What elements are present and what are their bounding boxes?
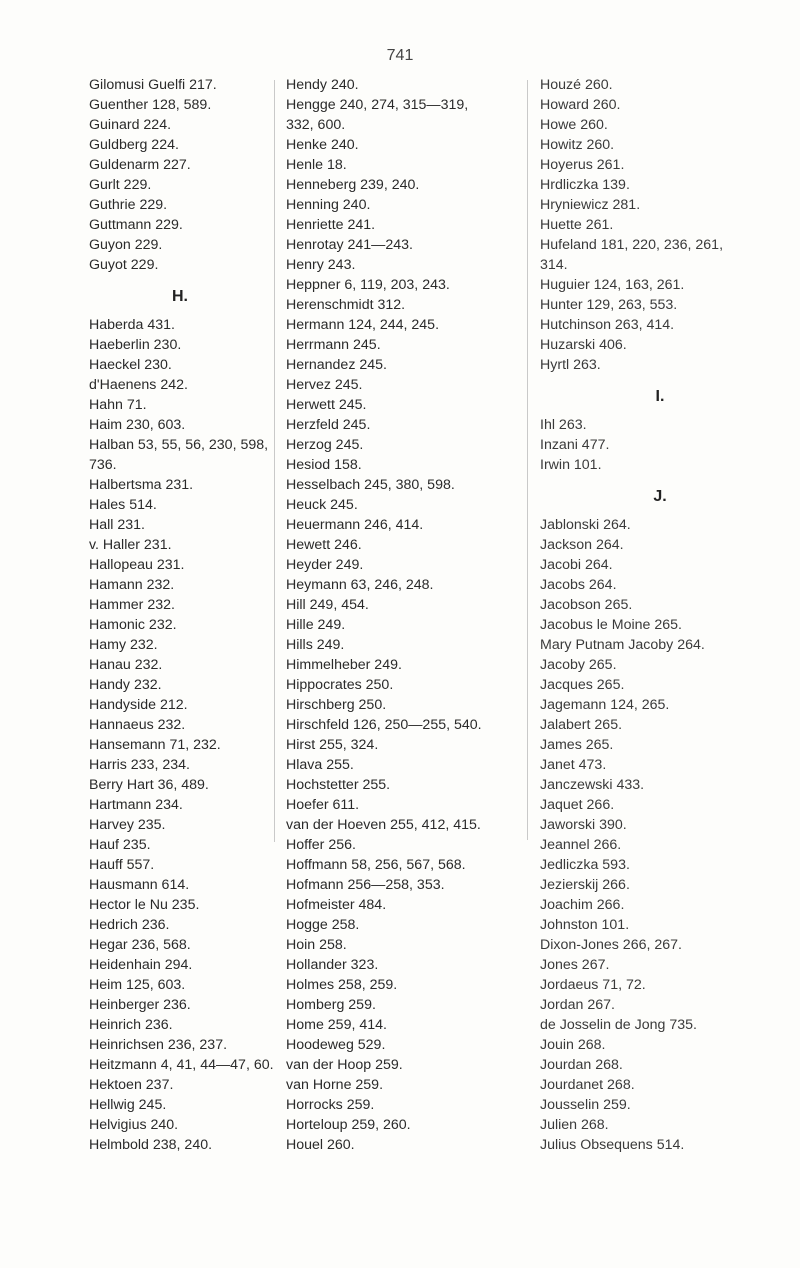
index-entry: Horteloup 259, 260. <box>286 1117 411 1133</box>
index-entry: Halbertsma 231. <box>89 477 194 493</box>
index-entry: Joachim 266. <box>540 897 625 913</box>
index-entry: Hannaeus 232. <box>89 717 186 733</box>
index-entry: Jacques 265. <box>540 677 625 693</box>
index-entry: d'Haenens 242. <box>89 377 188 393</box>
index-entry: Howard 260. <box>540 97 621 113</box>
index-entry: Harris 233, 234. <box>89 757 190 773</box>
index-entry: Julius Obsequens 514. <box>540 1137 685 1153</box>
index-entry: Jacobus le Moine 265. <box>540 617 682 633</box>
index-entry: Haberda 431. <box>89 317 175 333</box>
column-divider-left <box>274 80 275 842</box>
section-heading-j: J. <box>653 488 667 505</box>
index-entry: Guldberg 224. <box>89 137 179 153</box>
index-entry: Hanau 232. <box>89 657 163 673</box>
index-entry: Huguier 124, 163, 261. <box>540 277 685 293</box>
index-entry: 736. <box>89 457 117 473</box>
index-entry: Jacoby 265. <box>540 657 617 673</box>
entries-h-end <box>540 75 780 375</box>
index-entry: Guenther 128, 589. <box>89 97 212 113</box>
index-entry: Jedliczka 593. <box>540 857 630 873</box>
index-entry: Jordaeus 71, 72. <box>540 977 646 993</box>
index-entry: Hoffmann 58, 256, 567, 568. <box>286 857 466 873</box>
index-entry: Hirst 255, 324. <box>286 737 379 753</box>
index-entry: Henle 18. <box>286 157 347 173</box>
index-entry: Hartmann 234. <box>89 797 183 813</box>
index-entry: Jacobi 264. <box>540 557 613 573</box>
index-entry: Heymann 63, 246, 248. <box>286 577 434 593</box>
index-entry: Jeannel 266. <box>540 837 622 853</box>
index-entry: Guldenarm 227. <box>89 157 191 173</box>
index-entry: Hengge 240, 274, 315—319, <box>286 97 469 113</box>
index-entry: Hogge 258. <box>286 917 360 933</box>
index-entry: Hill 249, 454. <box>286 597 369 613</box>
index-entry: Heinrich 236. <box>89 1017 173 1033</box>
index-entry: Hendy 240. <box>286 77 359 93</box>
index-entry: Howitz 260. <box>540 137 615 153</box>
index-entry: Guthrie 229. <box>89 197 168 213</box>
index-entry: Huette 261. <box>540 217 614 233</box>
index-entry: Hedrich 236. <box>89 917 170 933</box>
index-entry: Gilomusi Guelfi 217. <box>89 77 217 93</box>
index-entry: Jagemann 124, 265. <box>540 697 670 713</box>
index-entry: Hektoen 237. <box>89 1077 174 1093</box>
index-entry: Hutchinson 263, 414. <box>540 317 675 333</box>
index-entry: Hansemann 71, 232. <box>89 737 221 753</box>
index-entry: Huzarski 406. <box>540 337 627 353</box>
index-entry: Hesiod 158. <box>286 457 362 473</box>
index-entry: Helmbold 238, 240. <box>89 1137 213 1153</box>
index-entry: Henning 240. <box>286 197 371 213</box>
index-entry: Hales 514. <box>89 497 157 513</box>
index-entry: Howe 260. <box>540 117 608 133</box>
index-entry: Hammer 232. <box>89 597 175 613</box>
index-entry: Johnston 101. <box>540 917 630 933</box>
index-entry: Hirschfeld 126, 250—255, 540. <box>286 717 482 733</box>
index-column-1 <box>89 75 274 1155</box>
section-heading-i: I. <box>655 388 665 405</box>
index-entry: Hofmann 256—258, 353. <box>286 877 445 893</box>
index-entry: Heppner 6, 119, 203, 243. <box>286 277 450 293</box>
index-entry: Irwin 101. <box>540 457 602 473</box>
index-entry: Jalabert 265. <box>540 717 623 733</box>
index-entry: Halban 53, 55, 56, 230, 598, <box>89 437 269 453</box>
index-entry: Guinard 224. <box>89 117 172 133</box>
index-entry: James 265. <box>540 737 614 753</box>
index-entry: Hesselbach 245, 380, 598. <box>286 477 455 493</box>
index-entry: Hervez 245. <box>286 377 363 393</box>
entries-i <box>540 415 780 475</box>
index-entry: Jacobs 264. <box>540 577 617 593</box>
index-entry: Himmelheber 249. <box>286 657 402 673</box>
index-entry: Jones 267. <box>540 957 610 973</box>
index-entry: Mary Putnam Jacoby 264. <box>540 637 705 653</box>
index-entry: Heim 125, 603. <box>89 977 186 993</box>
index-entry: Jackson 264. <box>540 537 624 553</box>
index-entry: Hoefer 611. <box>286 797 360 813</box>
index-entry: Hallopeau 231. <box>89 557 185 573</box>
page-number: 741 <box>386 47 414 64</box>
index-entry: 314. <box>540 257 568 273</box>
index-entry: van der Hoop 259. <box>286 1057 403 1073</box>
index-entry: Harvey 235. <box>89 817 166 833</box>
index-entry: Hewett 246. <box>286 537 362 553</box>
index-column-3 <box>540 75 780 1155</box>
index-entry: Herwett 245. <box>286 397 367 413</box>
section-heading-h: H. <box>172 288 188 305</box>
index-entry: Hauf 235. <box>89 837 151 853</box>
index-entry: Handyside 212. <box>89 697 188 713</box>
index-entry: Herzfeld 245. <box>286 417 371 433</box>
index-entry: Hoffer 256. <box>286 837 356 853</box>
index-entry: Hills 249. <box>286 637 345 653</box>
index-entry: Heitzmann 4, 41, 44—47, 60. <box>89 1057 274 1073</box>
index-entry: Hector le Nu 235. <box>89 897 200 913</box>
index-entry: Hall 231. <box>89 517 145 533</box>
index-entry: Henke 240. <box>286 137 359 153</box>
index-entry: Handy 232. <box>89 677 162 693</box>
index-entry: Hrdliczka 139. <box>540 177 630 193</box>
index-entry: Hollander 323. <box>286 957 379 973</box>
index-entry: Heinberger 236. <box>89 997 191 1013</box>
index-entry: Horrocks 259. <box>286 1097 375 1113</box>
index-entry: Hufeland 181, 220, 236, 261, <box>540 237 724 253</box>
index-entry: Jacobson 265. <box>540 597 633 613</box>
index-entry: Jourdan 268. <box>540 1057 623 1073</box>
index-entry: Jourdanet 268. <box>540 1077 635 1093</box>
index-entry: Herzog 245. <box>286 437 364 453</box>
index-entry: Home 259, 414. <box>286 1017 387 1033</box>
index-entry: Guyon 229. <box>89 237 163 253</box>
index-entry: Ihl 263. <box>540 417 587 433</box>
index-entry: Inzani 477. <box>540 437 610 453</box>
index-entry: Hoyerus 261. <box>540 157 625 173</box>
index-entry: Hoodeweg 529. <box>286 1037 386 1053</box>
index-entry: Holmes 258, 259. <box>286 977 398 993</box>
index-entry: Hamann 232. <box>89 577 175 593</box>
index-entry: Jousselin 259. <box>540 1097 631 1113</box>
index-entry: Hamy 232. <box>89 637 158 653</box>
index-entry: de Josselin de Jong 735. <box>540 1017 697 1033</box>
index-entry: Jordan 267. <box>540 997 615 1013</box>
index-entry: Julien 268. <box>540 1117 609 1133</box>
index-entry: Hyrtl 263. <box>540 357 601 373</box>
entries-g <box>89 75 271 275</box>
index-entry: Heuermann 246, 414. <box>286 517 424 533</box>
index-entry: Hamonic 232. <box>89 617 177 633</box>
index-entry: Helvigius 240. <box>89 1117 179 1133</box>
index-entry: Jaquet 266. <box>540 797 615 813</box>
entries-j <box>540 515 780 1155</box>
index-entry: van der Hoeven 255, 412, 415. <box>286 817 481 833</box>
index-entry: Henrotay 241—243. <box>286 237 413 253</box>
index-entry: Hellwig 245. <box>89 1097 167 1113</box>
index-entry: Herenschmidt 312. <box>286 297 406 313</box>
index-column-2 <box>286 75 526 1155</box>
index-entry: Jablonski 264. <box>540 517 631 533</box>
index-entry: Hofmeister 484. <box>286 897 387 913</box>
index-entry: Dixon-Jones 266, 267. <box>540 937 682 953</box>
index-entry: Hegar 236, 568. <box>89 937 191 953</box>
index-entry: Hernandez 245. <box>286 357 387 373</box>
index-entry: Heuck 245. <box>286 497 358 513</box>
index-entry: 332, 600. <box>286 117 346 133</box>
index-entry: Hausmann 614. <box>89 877 190 893</box>
index-entry: Hochstetter 255. <box>286 777 391 793</box>
column-divider-right <box>527 80 528 840</box>
index-entry: Henry 243. <box>286 257 356 273</box>
index-entry: Hryniewicz 281. <box>540 197 641 213</box>
index-entry: Haim 230, 603. <box>89 417 186 433</box>
index-entry: Guttmann 229. <box>89 217 183 233</box>
index-entry: Houzé 260. <box>540 77 613 93</box>
index-entry: Hlava 255. <box>286 757 354 773</box>
index-entry: Homberg 259. <box>286 997 376 1013</box>
index-entry: Heidenhain 294. <box>89 957 193 973</box>
index-entry: Henriette 241. <box>286 217 376 233</box>
index-entry: Hille 249. <box>286 617 346 633</box>
entries-h-continued <box>286 75 526 1155</box>
index-entry: Hippocrates 250. <box>286 677 394 693</box>
index-entry: Haeberlin 230. <box>89 337 182 353</box>
index-entry: Hauff 557. <box>89 857 155 873</box>
index-entry: Henneberg 239, 240. <box>286 177 420 193</box>
index-entry: Jezierskij 266. <box>540 877 630 893</box>
index-entry: Gurlt 229. <box>89 177 152 193</box>
index-entry: Guyot 229. <box>89 257 159 273</box>
index-entry: Hoin 258. <box>286 937 347 953</box>
index-entry: v. Haller 231. <box>89 537 172 553</box>
index-entry: Hunter 129, 263, 553. <box>540 297 678 313</box>
index-entry: Houel 260. <box>286 1137 355 1153</box>
index-entry: Jaworski 390. <box>540 817 627 833</box>
index-entry: Heinrichsen 236, 237. <box>89 1037 228 1053</box>
index-entry: Hirschberg 250. <box>286 697 387 713</box>
index-entry: Haeckel 230. <box>89 357 172 373</box>
index-entry: Berry Hart 36, 489. <box>89 777 209 793</box>
index-entry: Janczewski 433. <box>540 777 645 793</box>
index-entry: Hahn 71. <box>89 397 147 413</box>
index-entry: Jouin 268. <box>540 1037 606 1053</box>
index-entry: Janet 473. <box>540 757 607 773</box>
index-entry: Heyder 249. <box>286 557 364 573</box>
entries-h <box>89 315 274 1155</box>
index-entry: Hermann 124, 244, 245. <box>286 317 440 333</box>
index-entry: Herrmann 245. <box>286 337 381 353</box>
index-entry: van Horne 259. <box>286 1077 384 1093</box>
